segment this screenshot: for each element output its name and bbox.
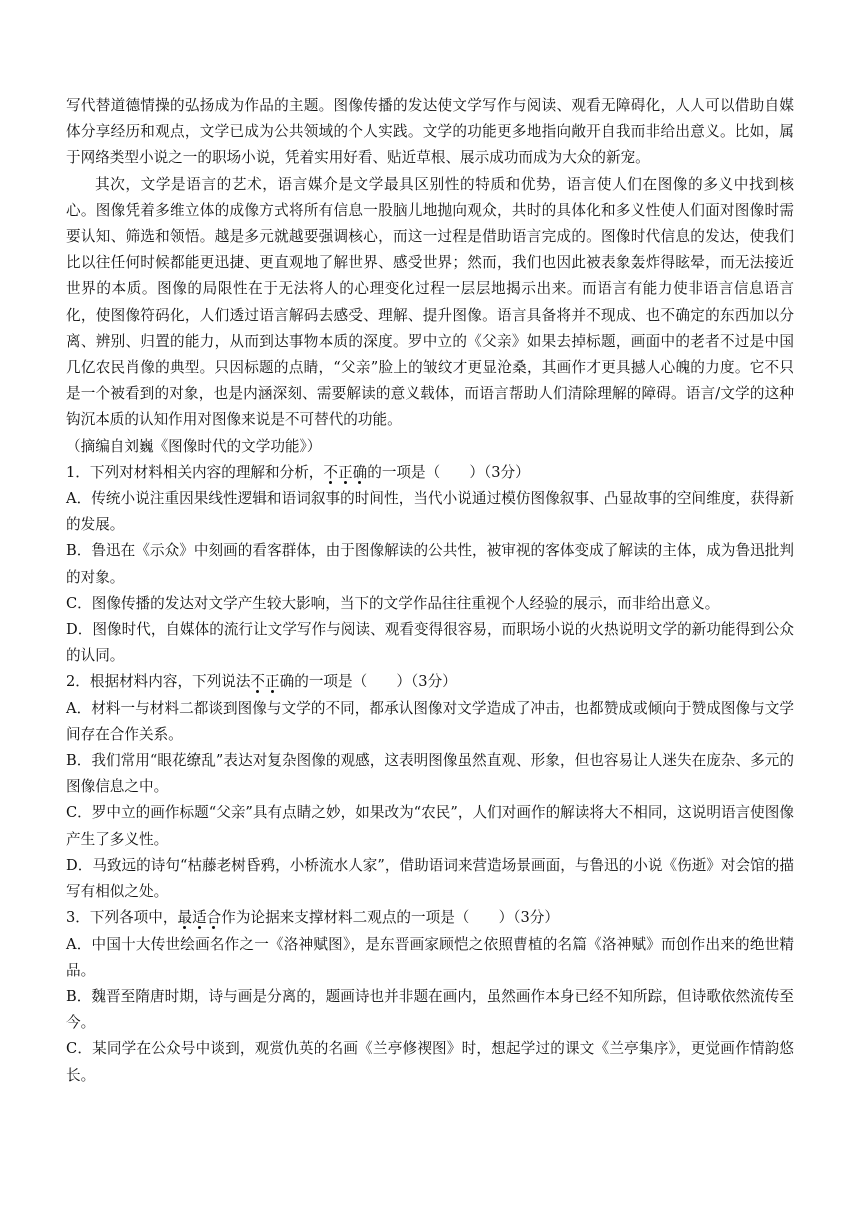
option-a: A．中国十大传世绘画名作之一《洛神赋图》，是东晋画家顾恺之依照曹植的名篇《洛神赋》而创作出来的绝世精品。	[66, 935, 794, 979]
emphasis-char: 适	[192, 909, 207, 927]
reading-passage	[66, 93, 794, 460]
emphasis-char: 确	[352, 463, 368, 481]
option-b: B．魏晋至隋唐时期，诗与画是分离的，题画诗也并非题在画内，虽然画作本身已经不知所踪，但诗歌依然流传至今。	[66, 987, 794, 1032]
option-a: A．传统小说注重因果线性逻辑和语词叙事的时间性，当代小说通过模仿图像叙事、凸显故事的空间维度，获得新的发展。	[66, 490, 794, 534]
question-stem: 3．下列各项中，最适合作为论据来支撑材料二观点的一项是（ ）（3分）	[66, 909, 559, 927]
option-d: D．图像时代，自媒体的流行让文学写作与阅读、观看变得很容易，而职场小说的火热说明文学的新功能得到公众的认同。	[66, 621, 794, 665]
question-2	[66, 669, 794, 905]
option-c: C．图像传播的发达对文学产生较大影响，当下的文学作品往往重视个人经验的展示，而非给出意义。	[66, 594, 720, 612]
passage-source: （摘编自刘巍《图像时代的文学功能》）	[66, 437, 322, 455]
option-c: C．某同学在公众号中谈到，观赏仇英的名画《兰亭修禊图》时，想起学过的课文《兰亭集序》，更觉画作情韵悠长。	[66, 1040, 794, 1084]
emphasis-char: 正	[265, 673, 280, 691]
question-stem: 2．根据材料内容，下列说法不正确的一项是（ ）（3分）	[66, 673, 457, 691]
passage-paragraph: 其次，文学是语言的艺术，语言媒介是文学最具区别性的特质和优势，语言使人们在图像的多义中找到核心。图像凭着多维立体的成像方式将所有信息一股脑儿地抛向观众，共时的具体化和多义性使人们面对图像时需要认知、筛选和领悟。越是多元就越要强调核心，而这一过程是借助语言完成的。图像时代信息的发达，使我们比以往任何时候都能更迅捷、更直观地了解世界、感受世界；然而，我们也因此被表象轰炸得眩晕，而无法接近世界的本质。图像的局限性在于无法将人的心理变化过程一层层地揭示出来。而语言有能力使非语言信息语言化，使图像符码化，人们透过语言解码去感受、理解、提升图像。语言具备将并不现成、也不确定的东西加以分离、辨别、归置的能力，从而到达事物本质的深度。罗中立的《父亲》如果去掉标题，画面中的老者不过是中国几亿农民肖像的典型。只因标题的点睛，“父亲”脸上的皱纹才更显沧桑，其画作才更具撼人心魄的力度。它不只是一个被看到的对象，也是内涵深刻、需要解读的意义载体，而语言帮助人们清除理解的障碍。语言/文学的这种钩沉本质的认知作用对图像来说是不可替代的功能。	[66, 175, 794, 429]
question-3	[66, 905, 794, 1088]
passage-paragraph: 写代替道德情操的弘扬成为作品的主题。图像传播的发达使文学写作与阅读、观看无障碍化，人人可以借助自媒体分享经历和观点，文学已成为公共领域的个人实践。文学的功能更多地指向敞开自我而非给出意义。比如，属于网络类型小说之一的职场小说，凭着实用好看、贴近草根、展示成功而成为大众的新宠。	[66, 97, 794, 167]
option-a: A．材料一与材料二都谈到图像与文学的不同，都承认图像对文学造成了冲击，也都赞成或倾向于赞成图像与文学间存在合作关系。	[66, 699, 794, 743]
emphasis-char: 合	[206, 909, 222, 927]
emphasis-char: 正	[338, 463, 353, 481]
emphasis-char: 不	[323, 463, 338, 481]
option-b: B．鲁迅在《示众》中刻画的看客群体，由于图像解读的公共性，被审视的客体变成了解读的主体，成为鲁迅批判的对象。	[66, 542, 794, 586]
option-d: D．马致远的诗句“枯藤老树昏鸦，小桥流水人家”，借助语词来营造场景画面，与鲁迅的小说《伤逝》对会馆的描写有相似之处。	[66, 856, 794, 901]
question-1	[66, 460, 794, 670]
question-stem: 1．下列对材料相关内容的理解和分析，不正确的一项是（ ）（3分）	[66, 463, 530, 481]
emphasis-char: 最	[177, 909, 193, 927]
emphasis-char: 不	[250, 673, 266, 691]
option-c: C．罗中立的画作标题“父亲”具有点睛之妙，如果改为“农民”，人们对画作的解读将大不相同，这说明语言使图像产生了多义性。	[66, 804, 794, 848]
option-b: B．我们常用“眼花缭乱”表达对复杂图像的观感，这表明图像虽然直观、形象，但也容易让人迷失在庞杂、多元的图像信息之中。	[66, 752, 794, 796]
